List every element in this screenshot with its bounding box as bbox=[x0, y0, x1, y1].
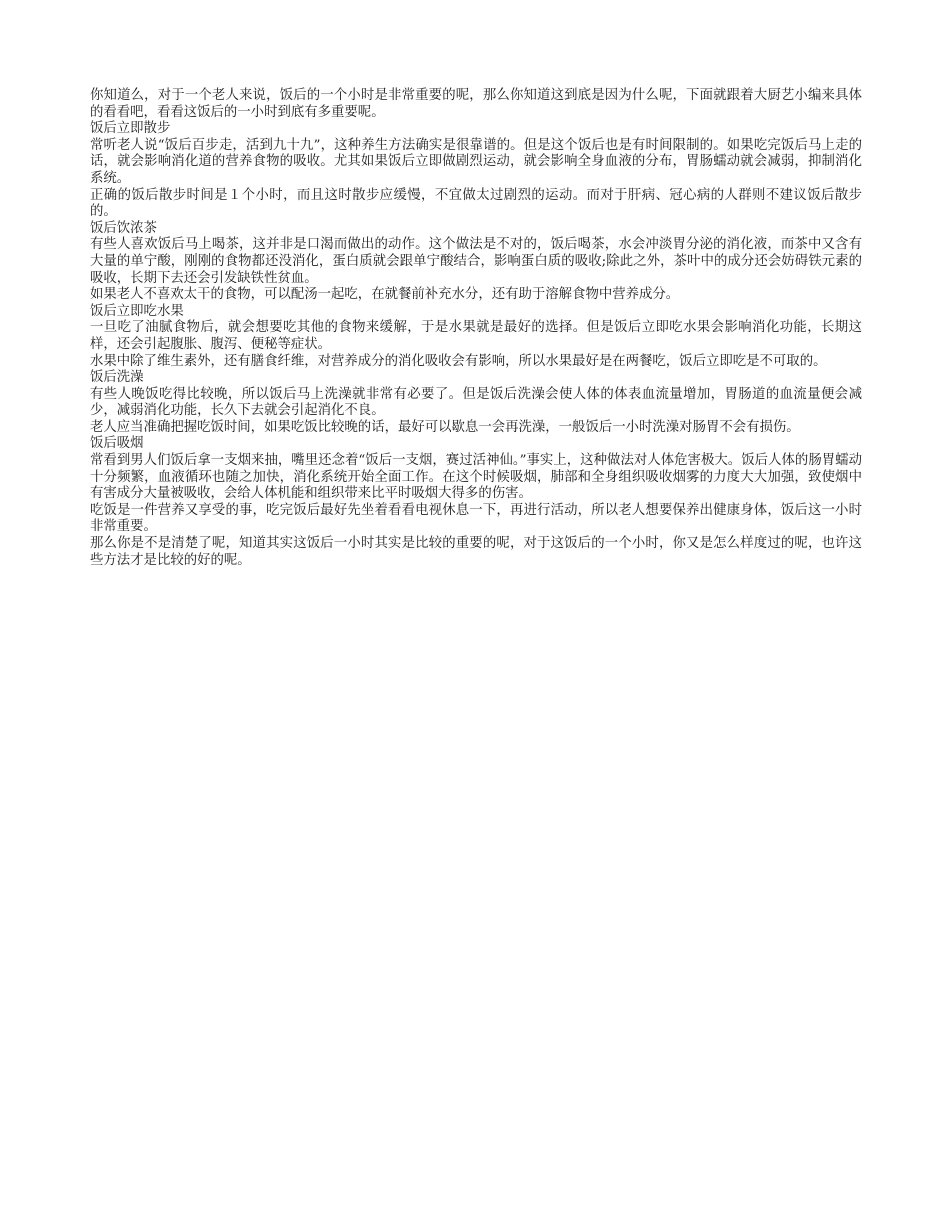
fruit-paragraph-1: 一旦吃了油腻食物后，就会想要吃其他的食物来缓解，于是水果就是最好的选择。但是饭后立即吃水果会影响消化功能，长期这样，还会引起腹胀、腹泻、便秘等症状。 bbox=[90, 320, 862, 352]
section-heading-strong-tea: 饭后饮浓茶 bbox=[90, 220, 157, 236]
walking-paragraph-1: 常听老人说“饭后百步走，活到九十九”，这种养生方法确实是很靠谱的。但是这个饭后也是有时间限制的。如果吃完饭后马上走的话，就会影响消化道的营养食物的吸收。尤其如果饭后立即做剧烈运动，就会影响全身血液的分布，胃肠蠕动就会减弱，抑制消化系统。 bbox=[90, 137, 862, 186]
closing-paragraph: 那么你是不是清楚了呢，知道其实这饭后一小时其实是比较的重要的呢，对于这饭后的一个小时，你又是怎么样度过的呢，也许这些方法才是比较的好的呢。 bbox=[90, 536, 862, 568]
fruit-paragraph-2: 水果中除了维生素外，还有膳食纤维，对营养成分的消化吸收会有影响，所以水果最好是在两餐吃，饭后立即吃是不可取的。 bbox=[90, 353, 827, 369]
bathing-paragraph-2: 老人应当准确把握吃饭时间，如果吃饭比较晚的话，最好可以歇息一会再洗澡，一般饭后一小时洗澡对肠胃不会有损伤。 bbox=[90, 419, 800, 435]
bathing-paragraph-1: 有些人晚饭吃得比较晚，所以饭后马上洗澡就非常有必要了。但是饭后洗澡会使人体的体表血流量增加，胃肠道的血流量便会减少，减弱消化功能，长久下去就会引起消化不良。 bbox=[90, 386, 862, 419]
section-heading-smoking: 饭后吸烟 bbox=[90, 436, 144, 452]
section-heading-walking: 饭后立即散步 bbox=[90, 121, 171, 137]
smoking-paragraph-2: 吃饭是一件营养又享受的事，吃完饭后最好先坐着看看电视休息一下，再进行活动，所以老人想要保养出健康身体，饭后这一小时非常重要。 bbox=[90, 502, 862, 535]
tea-paragraph-2: 如果老人不喜欢太干的食物，可以配汤一起吃，在就餐前补充水分，还有助于溶解食物中营养成分。 bbox=[90, 287, 680, 303]
intro-paragraph: 你知道么，对于一个老人来说，饭后的一个小时是非常重要的呢，那么你知道这到底是因为什么呢，下面就跟着大厨艺小编来具体的看看吧，看看这饭后的一小时到底有多重要呢。 bbox=[90, 88, 862, 120]
walking-paragraph-2: 正确的饭后散步时间是１个小时，而且这时散步应缓慢，不宜做太过剧烈的运动。而对于肝病、冠心病的人群则不建议饭后散步的。 bbox=[90, 187, 862, 220]
section-heading-bathing: 饭后洗澡 bbox=[90, 370, 144, 386]
smoking-paragraph-1: 常看到男人们饭后拿一支烟来抽，嘴里还念着“饭后一支烟，赛过活神仙。”事实上，这种做法对人体危害极大。饭后人体的肠胃蠕动十分频繁，血液循环也随之加快，消化系统开始全面工作。在这个时候吸烟，肺部和全身组织吸收烟雾的力度大大加强，致使烟中有害成分大量被吸收，会给人体机能和组织带来比平时吸烟大得多的伤害。 bbox=[90, 453, 862, 502]
tea-paragraph-1: 有些人喜欢饭后马上喝茶，这并非是口渴而做出的动作。这个做法是不对的，饭后喝茶，水会冲淡胃分泌的消化液，而茶中又含有大量的单宁酸，刚刚的食物都还没消化，蛋白质就会跟单宁酸结合，影响蛋白质的吸收;除此之外，茶叶中的成分还会妨碍铁元素的吸收，长期下去还会引发缺铁性贫血。 bbox=[90, 237, 862, 286]
article-body bbox=[90, 88, 862, 569]
section-heading-fruit: 饭后立即吃水果 bbox=[90, 303, 184, 319]
